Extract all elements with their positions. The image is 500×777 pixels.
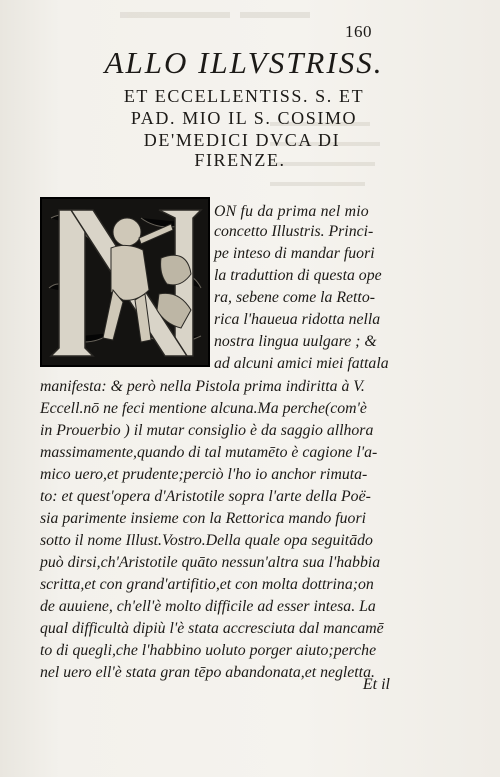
decorated-initial <box>40 197 210 367</box>
text-line: ra, sebene come la Retto- <box>214 289 375 306</box>
text-line: concetto Illustris. Princi- <box>214 223 374 240</box>
text-line: sia parimente insieme con la Rettorica mando fuori <box>40 510 366 527</box>
text-line: mico uero,et prudente;perciò l'ho io anchor rimuta- <box>40 466 368 483</box>
text-line: in Prouerbio ) il mutar consiglio è da saggio allhora <box>40 422 374 439</box>
dedication-heading-line-3: PAD. MIO IL S. COSIMO <box>130 108 358 128</box>
text-line: la traduttion di questa ope <box>214 267 382 284</box>
text-line: massimamente,quando di tal mutamēto è cagione l'a- <box>40 444 378 461</box>
text-line: scritta,et con grand'artifitio,et con molta dottrina;on <box>40 576 374 593</box>
page-number: 160 <box>345 22 372 41</box>
text-line: sotto il nome Illust.Vostro.Della quale opa seguitādo <box>40 532 373 549</box>
catchword: Et il <box>362 676 390 693</box>
text-line: nostra lingua uulgare ; & <box>214 333 377 350</box>
text-line: rica l'haueua ridotta nella <box>214 311 381 328</box>
text-line: qual difficultà dipiù l'è stata accresciuta dal mancamē <box>40 620 384 637</box>
text-line: Eccell.nō ne feci mentione alcuna.Ma perche(com'è <box>40 400 367 417</box>
text-line: manifesta: & però nella Pistola prima indiritta à V. <box>40 378 365 395</box>
text-line: de auuiene, ch'ell'è molto difficile ad esser intesa. La <box>40 598 376 615</box>
text-line: può dirsi,ch'Aristotile quāto nessun'altra sua l'habbia <box>40 554 381 571</box>
dedication-heading-line-4: DE'MEDICI DVCA DI <box>143 130 341 150</box>
decorated-initial-image <box>41 198 209 366</box>
text-line: ON fu da prima nel mio <box>214 203 369 220</box>
dedication-heading-line-2: ET ECCELLENTISS. S. ET <box>123 86 365 106</box>
dedication-heading-line-5: FIRENZE. <box>194 150 286 170</box>
dedication-heading-line-1: ALLO ILLVSTRISS. <box>104 45 384 80</box>
text-line: to di quegli,che l'habbino uoluto porger aiuto;perche <box>40 642 377 659</box>
text-line: to: et quest'opera d'Aristotile sopra l'arte della Poë- <box>40 488 371 505</box>
text-line: ad alcuni amici miei fattala <box>214 355 389 372</box>
text-line: pe inteso di mandar fuori <box>214 245 375 262</box>
text-line: nel uero ell'è stata gran tēpo abandonata,et negletta. <box>40 664 375 681</box>
